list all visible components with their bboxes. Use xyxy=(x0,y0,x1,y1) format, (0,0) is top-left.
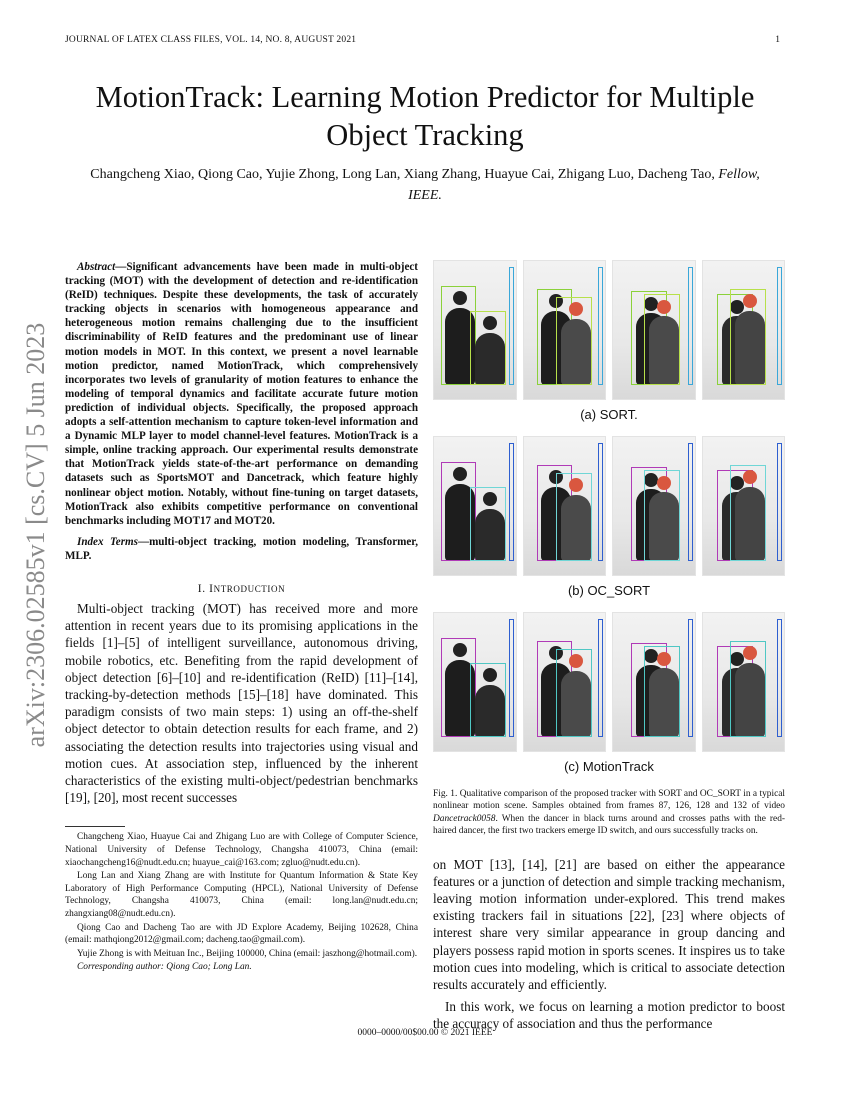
page-number: 1 xyxy=(775,35,780,45)
tracking-box xyxy=(556,297,592,385)
intro-paragraph-2: on MOT [13], [14], [21] are based on either the appearance features or a junction of detection and simple tracking mechanism, leaving motion information under-explored. This trend makes existing trackers fail in situations [22], [23] where objects of interest share very similar appearance in group dancing and players possess rapid motion in sports scenes. It inspires us to take motion cues into modeling, which is critical to associate detection results accurately and efficiently. xyxy=(433,856,785,993)
motiontrack-frame-87 xyxy=(433,612,517,752)
subcaption-motiontrack: (c) MotionTrack xyxy=(564,759,654,774)
tracking-box xyxy=(777,267,782,386)
arxiv-stamp xyxy=(16,295,56,775)
tracking-box xyxy=(730,289,766,386)
corresponding-author xyxy=(65,961,418,974)
tracking-box xyxy=(777,619,782,738)
tracking-box xyxy=(556,649,592,737)
footnote-3: Qiong Cao and Dacheng Tao are with JD Explore Academy, Beijing 102628, China (email: mathqiong2012@gmail.com; dacheng.tao@gmail.com). xyxy=(65,922,418,946)
index-terms-text: —multi-object tracking, motion modeling, Transformer, MLP. xyxy=(65,535,418,562)
tracking-box xyxy=(470,663,506,738)
footnote-rule xyxy=(65,826,125,827)
index-terms-label: Index Terms xyxy=(77,535,138,548)
oc-sort-frame-87 xyxy=(433,436,517,576)
tracking-box xyxy=(509,267,514,386)
corresponding-author-text: Corresponding author: Qiong Cao; Long Lan. xyxy=(77,962,252,973)
footnote-4: Yujie Zhong is with Meituan Inc., Beijing 100000, China (email: jaszhong@hotmail.com). xyxy=(77,948,418,959)
oc-sort-frame-126 xyxy=(523,436,607,576)
tracking-box xyxy=(556,473,592,561)
section-number: I. xyxy=(197,582,206,595)
paper-title: MotionTrack: Learning Motion Predictor for Multiple Object Tracking xyxy=(95,80,755,152)
abstract-text: —Significant advancements have been made in multi-object tracking (MOT) with the development of detection and re-identification (ReID) techniques. Despite these developments, the task of accurately tracking objects in scenarios with homogeneous appearance and heterogeneous motion remains challenging due to the insufficient discriminability of ReID features and the predominant use of linear motion models in MOT. In this context, we present a novel learnable motion predictor, named MotionTrack, which comprehensively incorporates two levels of granularity of motion features to enhance the modeling of temporal dynamics and facilitate accurate future motion prediction of individual objects. Specifically, the proposed approach adopts a self-attention mechanism to capture token-level information and a Dynamic MLP layer to model channel-level features. MotionTrack is a simple, online tracking approach. Our experimental results demonstrate that MotionTrack yields state-of-the-art performance on demanding datasets such as SportsMOT and Dancetrack, which feature highly nonlinear object motion. Notably, without fine-tuning on target datasets, MotionTrack also exhibits competitive performance on conventional benchmarks including MOT17 and MOT20. xyxy=(65,261,418,527)
figure-caption-label: Fig. 1. xyxy=(433,789,458,799)
section-title-initial: I xyxy=(209,582,214,595)
sort-frame-87 xyxy=(433,260,517,400)
tracking-box xyxy=(598,443,603,562)
sort-frame-128 xyxy=(612,260,696,400)
author-names: Changcheng Xiao, Qiong Cao, Yujie Zhong, Long Lan, Xiang Zhang, Huayue Cai, Zhigang Luo, Dacheng Tao, xyxy=(90,167,715,182)
figure-caption xyxy=(433,788,785,838)
footnote-1: Changcheng Xiao, Huayue Cai and Zhigang Luo are with College of Computer Science, National University of Defense Technology, Changsha 410073, China (email: xiaochangcheng16@nudt.edu.cn; huayue_cai@163.com; zgluo@nudt.edu.cn). xyxy=(65,832,418,868)
copyright-footer: 0000–0000/00$00.00 © 2021 IEEE xyxy=(357,1028,493,1038)
figure-caption-video: Dancetrack0058 xyxy=(433,813,496,824)
abstract-label: Abstract xyxy=(77,261,116,273)
author-fellow: Fellow, IEEE. xyxy=(408,167,760,203)
figure-row-motiontrack xyxy=(433,612,785,752)
motiontrack-frame-126 xyxy=(523,612,607,752)
tracking-box xyxy=(644,646,680,737)
subcaption-oc-sort: (b) OC_SORT xyxy=(567,583,651,598)
tracking-box xyxy=(509,443,514,562)
abstract xyxy=(65,260,418,528)
figure-1 xyxy=(433,260,785,838)
right-column xyxy=(433,260,785,1033)
oc-sort-frame-132 xyxy=(702,436,786,576)
figure-row-oc-sort xyxy=(433,436,785,576)
figure-row-sort xyxy=(433,260,785,400)
tracking-box xyxy=(688,443,693,562)
figure-caption-text-end: . When the dancer in black turns around and crosses paths with the red-haired dancer, the first two trackers emerge ID switch, and ours successfully tracks on. xyxy=(433,813,785,837)
tracking-box xyxy=(777,443,782,562)
right-body xyxy=(433,856,785,1033)
tracking-box xyxy=(644,470,680,561)
tracking-box xyxy=(730,465,766,562)
tracking-box xyxy=(688,619,693,738)
intro-paragraph-3: In this work, we focus on learning a motion predictor to boost the accuracy of association and thus the performance xyxy=(433,999,785,1032)
section-title-rest: NTRODUCTION xyxy=(213,583,286,594)
tracking-box xyxy=(509,619,514,738)
tracking-box xyxy=(688,267,693,386)
journal-header: JOURNAL OF LATEX CLASS FILES, VOL. 14, NO. 8, AUGUST 2021 xyxy=(65,35,357,45)
author-list xyxy=(80,164,770,206)
left-column xyxy=(65,260,418,974)
oc-sort-frame-128 xyxy=(612,436,696,576)
motiontrack-frame-132 xyxy=(702,612,786,752)
sort-frame-132 xyxy=(702,260,786,400)
tracking-box xyxy=(598,619,603,738)
tracking-box xyxy=(470,487,506,562)
figure-caption-text: Qualitative comparison of the proposed tracker with SORT and OC_SORT in a typical nonlinear motion scene. Samples obtained from frames 87, 126, 128 and 132 of video xyxy=(433,789,786,812)
sort-frame-126 xyxy=(523,260,607,400)
footnote-2: Long Lan and Xiang Zhang are with Institute for Quantum Information & State Key Laboratory of High Performance Computing (HPCL), National University of Defense Technology, Changsha 410073, China (email: long.lan@nudt.edu.cn; zhangxiang08@nudt.edu.cn). xyxy=(65,871,418,919)
index-terms xyxy=(65,535,418,563)
tracking-box xyxy=(730,641,766,738)
intro-paragraph-1: Multi-object tracking (MOT) has received more and more attention in recent years due to its promising applications in the fields [1]–[5] of intelligent surveillance, autonomous driving, mobile robotics, etc. Benefiting from the rapid development of object detection [6]–[10] and re-identification (ReID) [11]–[14], tracking-by-detection methods [15]–[18] have dominated. This paradigm consists of two main steps: 1) using an off-the-shelf object detector to obtain detection results for each frame, and 2) associating the detection results into trajectories using visual and motion cues. At association step, influenced by the inherent characteristics of the existing multi-object/pedestrian benchmarks [19], [20], most recent successes xyxy=(65,600,418,806)
tracking-box xyxy=(598,267,603,386)
tracking-box xyxy=(644,294,680,385)
tracking-box xyxy=(470,311,506,386)
motiontrack-frame-128 xyxy=(612,612,696,752)
section-heading-introduction xyxy=(65,583,418,595)
arxiv-stamp-text: arXiv:2306.02585v1 [cs.CV] 5 Jun 2023 xyxy=(21,322,50,748)
subcaption-sort: (a) SORT. xyxy=(580,407,638,422)
